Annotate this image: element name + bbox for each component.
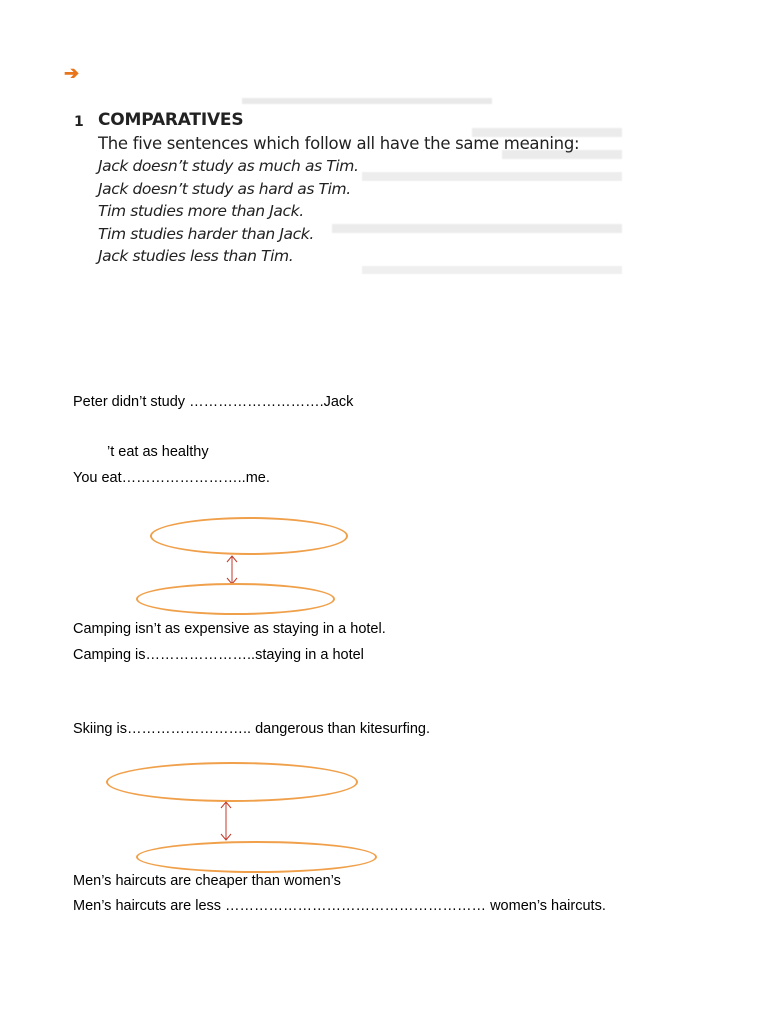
answer-ellipse-bottom-2 [136, 841, 377, 873]
double-arrow-connector-icon [222, 554, 242, 586]
intro-text: The five sentences which follow all have the same meaning: [98, 134, 580, 153]
right-arrow-icon: ➔ [64, 63, 80, 83]
answer-ellipse-top-1 [150, 517, 348, 555]
textbook-excerpt [62, 92, 628, 278]
exercise-line-1: Peter didn’t study ……………………….Jack [73, 394, 354, 410]
example-sentence: Jack studies less than Tim. [98, 247, 294, 265]
answer-ellipse-top-2 [106, 762, 358, 802]
exercise-line-6: Skiing is…………………….. dangerous than kitesurfing. [73, 721, 430, 737]
exercise-line-8: Men’s haircuts are less ……………………………………………… women’s haircuts. [73, 898, 606, 914]
double-arrow-connector-icon [216, 800, 236, 842]
section-heading: COMPARATIVES [98, 110, 244, 130]
section-number: 1 [74, 114, 84, 130]
exercise-line-2: ’t eat as healthy [107, 444, 209, 460]
example-sentence: Tim studies harder than Jack. [98, 225, 314, 243]
example-sentence: Jack doesn’t study as much as Tim. [98, 157, 359, 175]
example-sentence: Jack doesn’t study as hard as Tim. [98, 180, 351, 198]
exercise-line-7: Men’s haircuts are cheaper than women’s [73, 873, 341, 889]
example-sentence: Tim studies more than Jack. [98, 202, 304, 220]
exercise-line-5: Camping is…………………..staying in a hotel [73, 647, 364, 663]
answer-ellipse-bottom-1 [136, 583, 335, 615]
exercise-line-3: You eat……………………..me. [73, 470, 270, 486]
exercise-line-4: Camping isn’t as expensive as staying in a hotel. [73, 621, 386, 637]
